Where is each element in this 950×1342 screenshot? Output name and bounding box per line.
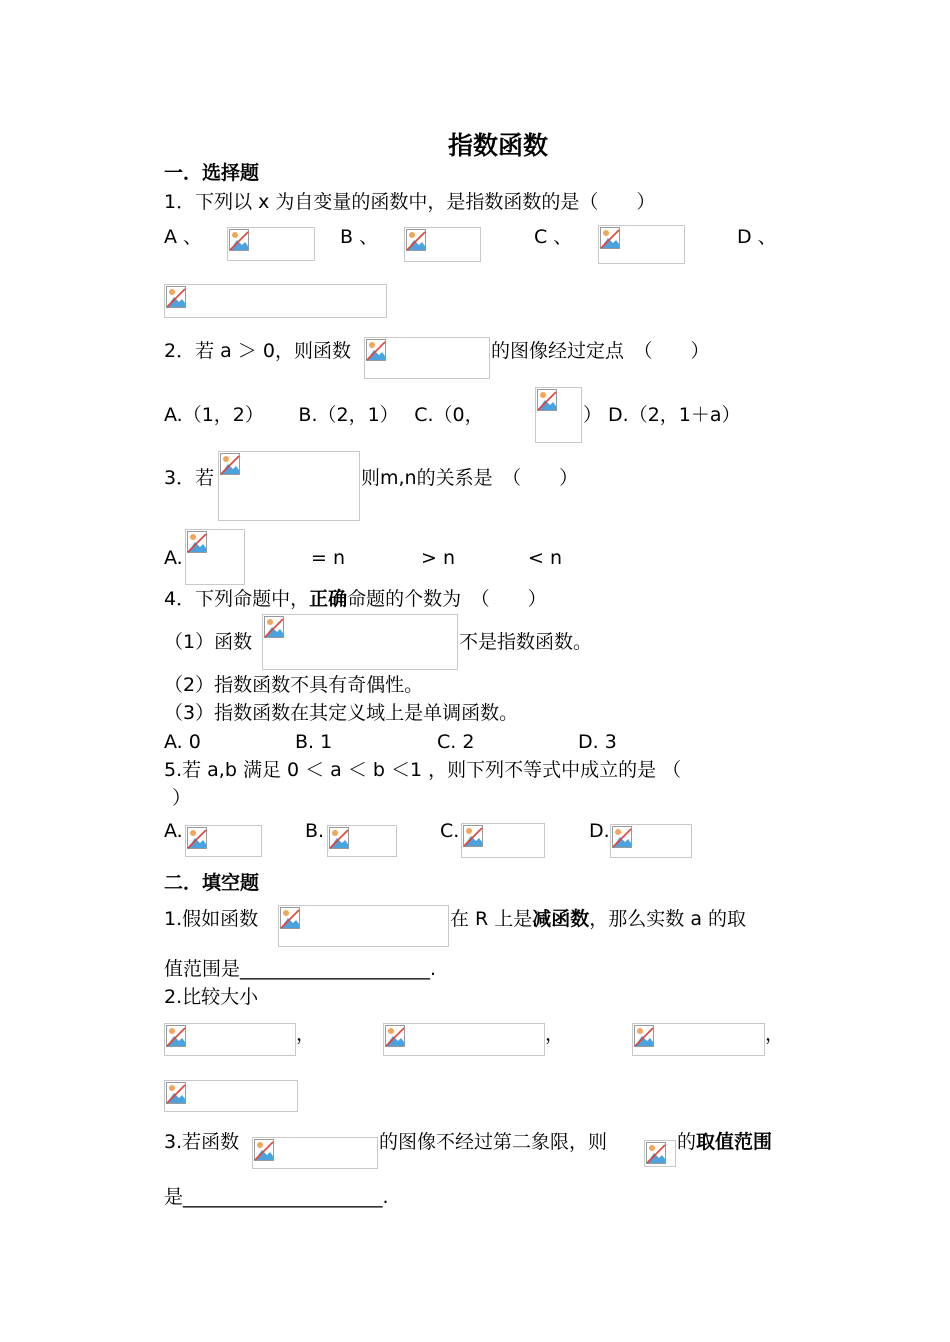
broken-image-icon <box>187 531 207 553</box>
q2-function-formula-image <box>364 337 490 379</box>
fill-q2-comma-3: ， <box>765 1023 785 1045</box>
section-heading-choice: 一．选择题 <box>164 162 260 184</box>
fill-q3-mid: 的图像不经过第二象限，则 <box>379 1131 608 1153</box>
q3-stem-suffix: 则m,n的关系是 （ ） <box>361 467 579 489</box>
broken-image-icon <box>166 1082 186 1104</box>
q4-item1-suffix: 不是指数函数。 <box>459 631 593 653</box>
q5-option-a-label: A. <box>164 820 183 842</box>
q5-option-b-formula-image <box>327 825 397 857</box>
q4-stem <box>164 590 547 609</box>
fill-q3-mid2: 的 <box>677 1131 697 1153</box>
q4-item1-formula-image <box>262 614 458 670</box>
fill-q3-tail <box>677 1133 772 1152</box>
q1-option-c-label: C 、 <box>534 226 573 248</box>
q1-option-b-label: B 、 <box>340 226 379 248</box>
broken-image-icon <box>166 286 186 308</box>
q4-item3: （3）指数函数在其定义域上是单调函数。 <box>164 702 519 724</box>
fill-q2-compare-3-image <box>632 1023 765 1056</box>
fill-q3-bold: 取值范围 <box>696 1131 773 1153</box>
broken-image-icon <box>220 453 240 475</box>
fill-q2-stem: 2.比较大小 <box>164 986 259 1008</box>
broken-image-icon <box>646 1142 666 1164</box>
q1-option-b-formula-image <box>404 227 481 262</box>
broken-image-icon <box>187 827 207 849</box>
fill-q3-function-formula-image <box>252 1137 378 1169</box>
q2-stem-prefix: 2．若 a ＞ 0，则函数 <box>164 340 351 362</box>
broken-image-icon <box>634 1025 654 1047</box>
q1-option-d-formula-image <box>164 284 387 318</box>
q5-option-c-label: C. <box>440 820 460 842</box>
broken-image-icon <box>463 825 483 847</box>
broken-image-icon <box>537 389 557 411</box>
q4-option-a: A. 0 <box>164 731 201 753</box>
broken-image-icon <box>166 1025 186 1047</box>
q1-option-a-label: A 、 <box>164 226 203 248</box>
broken-image-icon <box>366 339 386 361</box>
q5-option-a-formula-image <box>185 825 262 857</box>
broken-image-icon <box>406 229 426 251</box>
q5-option-b-label: B. <box>305 820 325 842</box>
broken-image-icon <box>612 826 632 848</box>
fill-q2-comma-2: ， <box>545 1023 565 1045</box>
section-heading-fill-in: 二．填空题 <box>164 872 260 894</box>
q1-option-a-formula-image <box>227 227 315 261</box>
q3-condition-formula-image <box>218 451 360 521</box>
fill-q1-prefix: 1.假如函数 <box>164 908 259 930</box>
q3-stem-prefix: 3．若 <box>164 467 215 489</box>
fill-q3-prefix: 3.若函数 <box>164 1131 240 1153</box>
q5-stem: 5.若 a,b 满足 0 ＜ a ＜ b ＜1 ，则下列不等式中成立的是 （ <box>164 759 682 781</box>
q5-option-c-formula-image <box>461 823 545 858</box>
q4-stem-pre: 4．下列命题中， <box>164 588 310 610</box>
q2-stem-suffix: 的图像经过定点 （ ） <box>491 340 710 362</box>
q4-option-b: B. 1 <box>295 731 333 753</box>
q4-stem-bold: 正确 <box>309 588 348 610</box>
fill-q1-bold: 减函数 <box>532 908 590 930</box>
fill-q1-function-formula-image <box>278 905 449 947</box>
q1-option-c-formula-image <box>598 225 685 264</box>
q2-options-a-to-c: A.（1，2） B.（2，1） C.（0， <box>164 404 484 426</box>
q4-item1-prefix: （1）函数 <box>164 631 253 653</box>
fill-q1-mid: 在 R 上是 <box>450 908 533 930</box>
q4-stem-post: 命题的个数为 （ ） <box>347 588 547 610</box>
fill-q3-variable-image <box>644 1140 676 1167</box>
fill-q1-answer-line: 值范围是____________________. <box>164 958 437 980</box>
broken-image-icon <box>254 1139 274 1161</box>
broken-image-icon <box>600 227 620 249</box>
q1-option-d-label: D 、 <box>737 226 777 248</box>
q5-option-d-formula-image <box>610 824 692 858</box>
q3-option-a-formula-image <box>185 529 245 585</box>
q3-option-c: > n <box>421 547 456 569</box>
q2-options-c-to-d: ） D.（2，1＋a） <box>583 404 741 426</box>
fill-q2-comma-1: ， <box>296 1023 316 1045</box>
fill-q2-compare-2-image <box>383 1023 545 1056</box>
q2-option-c-formula-image <box>535 387 582 443</box>
q3-option-a-label: A. <box>164 547 183 569</box>
broken-image-icon <box>280 907 300 929</box>
q4-item2: （2）指数函数不具有奇偶性。 <box>164 674 424 696</box>
broken-image-icon <box>329 827 349 849</box>
fill-q1-post: ，那么实数 a 的取 <box>589 908 747 930</box>
fill-q2-compare-4-image <box>164 1080 298 1112</box>
q3-option-b: = n <box>311 547 346 569</box>
broken-image-icon <box>229 229 249 251</box>
q4-option-c: C. 2 <box>437 731 475 753</box>
broken-image-icon <box>385 1025 405 1047</box>
q5-option-d-label: D. <box>589 820 610 842</box>
fill-q3-answer-line: 是_____________________. <box>164 1186 389 1208</box>
fill-q2-compare-1-image <box>164 1023 296 1056</box>
q4-option-d: D. 3 <box>578 731 617 753</box>
q5-stem-end: ） <box>172 787 192 809</box>
page-title: 指数函数 <box>448 131 549 160</box>
fill-q1-rest <box>450 910 746 929</box>
q1-stem: 1．下列以 x 为自变量的函数中，是指数函数的是（ ） <box>164 191 656 213</box>
q3-option-d: < n <box>528 547 563 569</box>
broken-image-icon <box>264 616 284 638</box>
